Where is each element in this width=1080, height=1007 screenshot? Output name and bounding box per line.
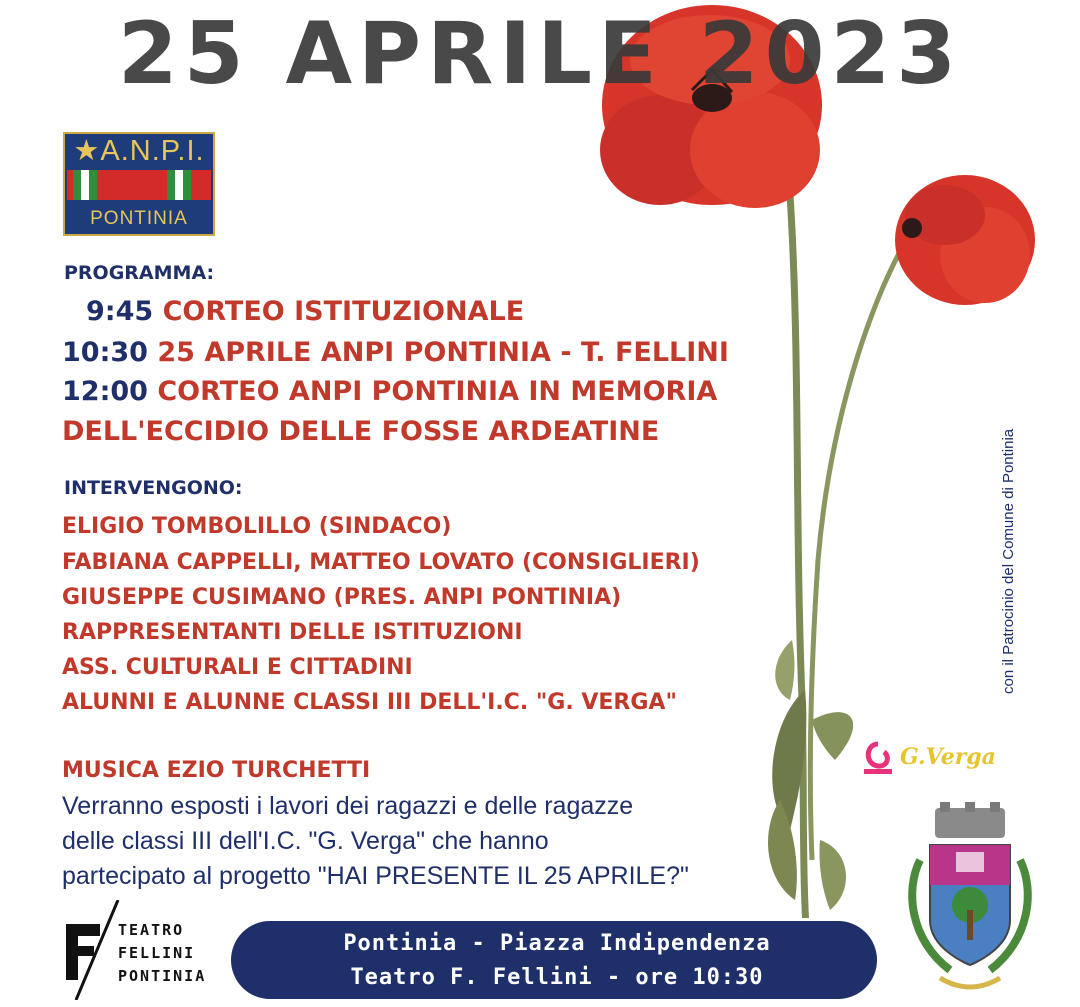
- speaker-item: RAPPRESENTANTI DELLE ISTITUZIONI: [62, 620, 523, 645]
- programma-time: 9:45: [86, 296, 154, 327]
- location-line: Pontinia - Piazza Indipendenza: [343, 931, 771, 956]
- anpi-logo-bottom-text: PONTINIA: [90, 208, 188, 229]
- location-line: Teatro F. Fellini - ore 10:30: [350, 965, 764, 990]
- programma-item: [62, 376, 717, 407]
- location-banner: [228, 918, 880, 1002]
- gverga-logo-text: G.Verga: [900, 744, 996, 770]
- gverga-school-logo: [858, 738, 1028, 784]
- programma-text: 25 APRILE ANPI PONTINIA - T. FELLINI: [157, 337, 729, 368]
- programma-heading: PROGRAMMA:: [64, 262, 215, 284]
- anpi-pontinia-logo: [63, 132, 215, 236]
- programma-text: CORTEO ISTITUZIONALE: [162, 296, 525, 327]
- programma-item: [86, 296, 524, 327]
- intervengono-heading: INTERVENGONO:: [64, 477, 243, 499]
- speaker-item: GIUSEPPE CUSIMANO (PRES. ANPI PONTINIA): [62, 585, 622, 610]
- italian-flag-stripes: [67, 170, 211, 200]
- programma-time: 10:30: [62, 337, 148, 368]
- page-title: 25 APRILE 2023: [117, 4, 963, 104]
- musica-line: MUSICA EZIO TURCHETTI: [62, 758, 371, 783]
- gverga-emblem-icon: [858, 738, 898, 778]
- description-line: Verranno esposti i lavori dei ragazzi e delle ragazze: [62, 792, 634, 820]
- anpi-logo-top-text: ★A.N.P.I.: [73, 135, 205, 167]
- teatro-logo-line: TEATRO: [118, 921, 185, 939]
- speaker-item: ALUNNI E ALUNNE CLASSI III DELL'I.C. "G. VERGA": [62, 690, 677, 715]
- programma-text: CORTEO ANPI PONTINIA IN MEMORIA: [157, 376, 718, 407]
- patrocinio-text: con il Patrocinio del Comune di Pontinia: [1000, 428, 1017, 694]
- programma-continuation: DELL'ECCIDIO DELLE FOSSE ARDEATINE: [62, 416, 660, 447]
- programma-time: 12:00: [62, 376, 148, 407]
- programma-item: [62, 337, 729, 368]
- speaker-item: FABIANA CAPPELLI, MATTEO LOVATO (CONSIGLIERI): [62, 550, 700, 575]
- comune-pontinia-crest-icon: [900, 800, 1050, 1000]
- description-line: delle classi III dell'I.C. "G. Verga" che hanno: [62, 827, 549, 855]
- speaker-item: ASS. CULTURALI E CITTADINI: [62, 655, 413, 680]
- teatro-logo-line: PONTINIA: [118, 967, 207, 985]
- teatro-logo-line: FELLINI: [118, 944, 196, 962]
- description-line: partecipato al progetto "HAI PRESENTE IL 25 APRILE?": [62, 862, 689, 890]
- speaker-item: ELIGIO TOMBOLILLO (SINDACO): [62, 514, 452, 539]
